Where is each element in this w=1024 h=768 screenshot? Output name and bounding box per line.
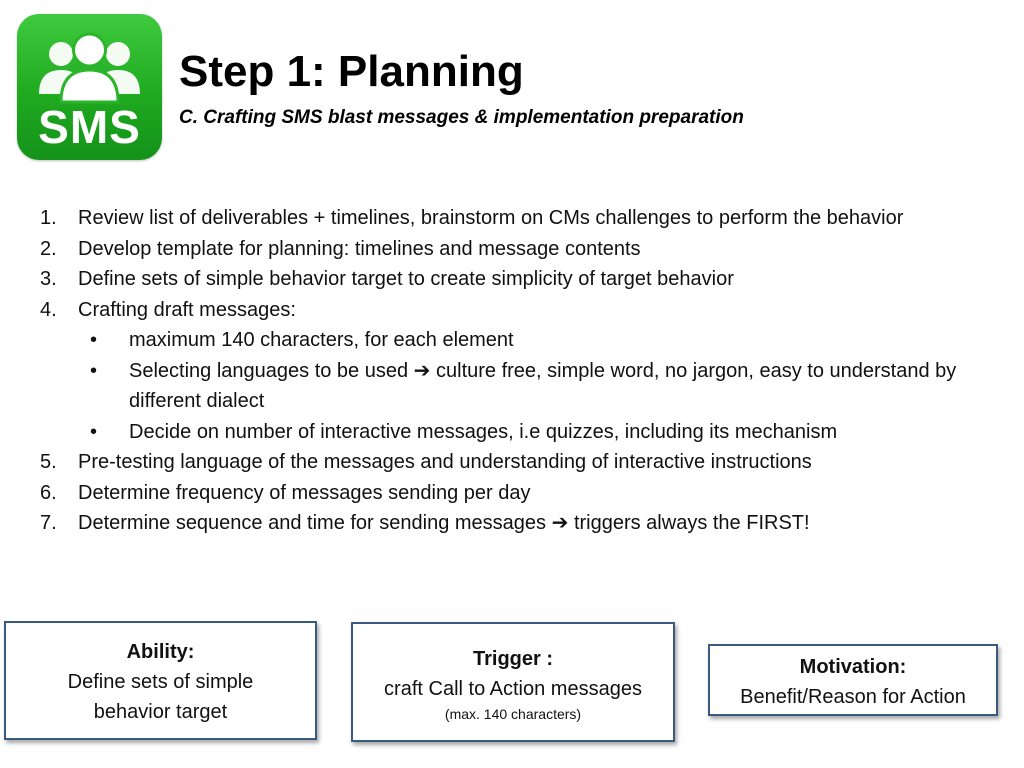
sub-list-item [40,325,980,356]
ability-box [4,621,317,740]
sub-list-item-text: maximum 140 characters, for each element [129,329,514,351]
trigger-line-1: craft Call to Action messages [384,678,642,700]
ability-line-2: behavior target [93,701,228,723]
list-item-text: Review list of deliverables + timelines, brainstorm on CMs challenges to perform the behavior [78,207,904,229]
list-item-number: 1. [40,207,57,229]
ability-header: Ability: [126,641,195,663]
sms-logo-text: SMS [38,101,141,153]
ability-line-1: Define sets of simple [67,671,254,693]
motivation-box [708,644,998,716]
list-item-number: 6. [40,481,57,504]
list-item [40,447,980,478]
bullet-icon: • [90,420,98,443]
sms-logo [17,14,162,160]
sub-list-item [40,356,980,417]
sub-list-item-text: Decide on number of interactive messages, i.e quizzes, including its mechanism [129,420,838,443]
list-item [40,508,980,539]
sub-list-item-text: Selecting languages to be used [129,359,409,382]
list-item-number: 3. [40,268,57,290]
list-item-text: Develop template for planning: timelines and message contents [78,237,641,260]
trigger-box [351,622,675,742]
motivation-line-1: Benefit/Reason for Action [740,686,966,708]
list-item [40,203,980,234]
list-item-number: 7. [40,512,57,534]
page-title: Step 1: Planning [179,47,524,96]
list-item [40,264,980,295]
list-item-text: Define sets of simple behavior target to create simplicity of target behavior [78,268,734,290]
list-item-text: Pre-testing language of the messages and understanding of interactive instructions [78,451,812,473]
list-item [40,478,980,509]
trigger-note: (max. 140 characters) [444,706,582,722]
arrow-right-icon: ➔ [551,512,569,534]
arrow-right-icon: ➔ [413,359,431,382]
motivation-header: Motivation: [799,656,907,678]
list-item-text: Determine sequence and time for sending messages [78,512,547,534]
bullet-icon: • [90,359,98,382]
sub-list-item [40,417,980,448]
list-item [40,295,980,326]
list-item-number: 5. [40,451,57,473]
page-subtitle: C. Crafting SMS blast messages & implementation preparation [179,107,744,128]
list-item-number: 4. [40,298,57,321]
steps-list [40,203,980,539]
list-item-text: triggers always the FIRST! [573,512,810,534]
list-item-text: Determine frequency of messages sending per day [78,481,531,504]
trigger-header: Trigger : [472,648,553,670]
sub-list-item-text: culture free, simple word, no jargon, easy to understand by different dialect [129,359,957,412]
list-item-number: 2. [40,237,57,260]
list-item-text: Crafting draft messages: [78,298,296,321]
bullet-icon: • [90,329,98,351]
list-item [40,234,980,265]
